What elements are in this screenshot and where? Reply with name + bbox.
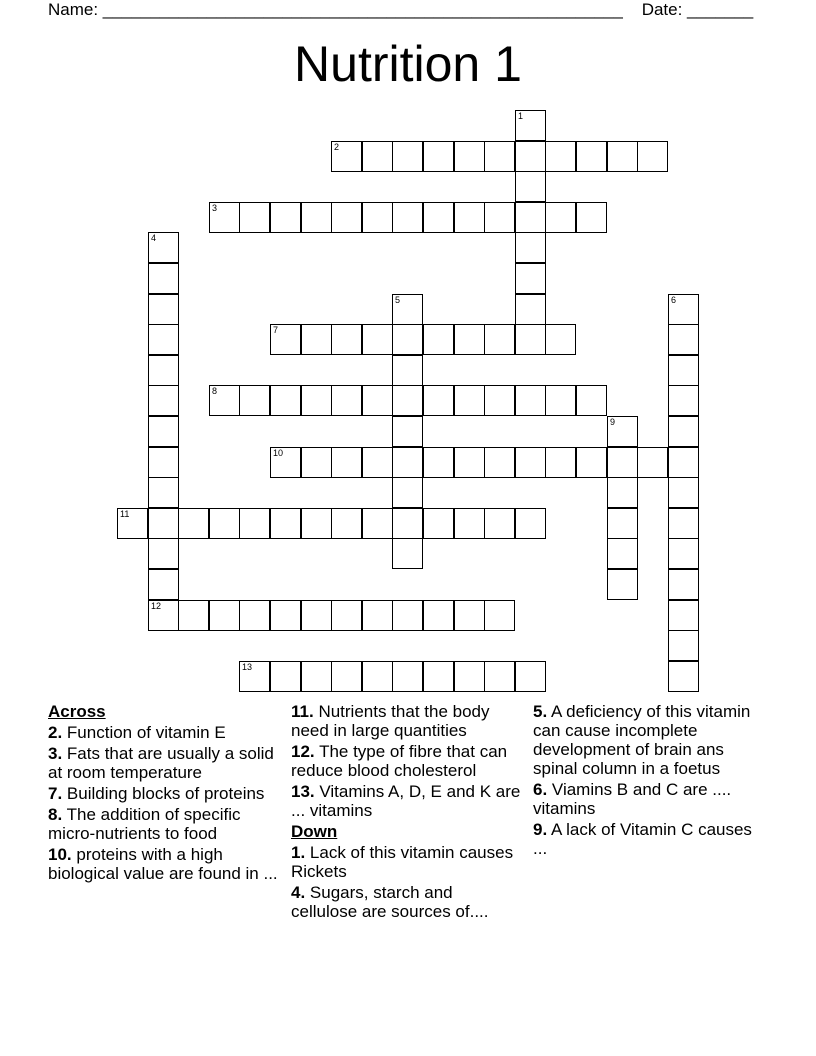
grid-cell[interactable] [331,661,362,692]
grid-cell[interactable] [515,385,546,416]
grid-cell[interactable] [607,508,638,539]
grid-cell[interactable] [545,385,576,416]
grid-cell[interactable] [668,385,699,416]
grid-cell[interactable] [576,447,607,478]
clue-across-7: 7. Building blocks of proteins [48,784,265,803]
grid-cell[interactable] [484,202,515,233]
clue-number: 6 [671,295,677,305]
clue-across-2: 2. Function of vitamin E [48,723,226,742]
down-heading: Down [291,822,338,841]
grid-cell[interactable] [607,538,638,569]
grid-cell[interactable] [423,600,454,631]
grid-cell[interactable] [515,324,546,355]
grid-cell[interactable] [668,324,699,355]
grid-cell[interactable] [607,447,638,478]
grid-cell[interactable] [454,600,485,631]
grid-cell[interactable] [423,447,454,478]
grid-cell[interactable] [392,538,423,569]
grid-cell[interactable] [515,447,546,478]
clue-number: 1 [518,111,524,121]
clue-number: 12 [151,601,162,611]
grid-cell[interactable] [423,661,454,692]
grid-cell[interactable] [484,141,515,172]
grid-cell[interactable] [148,232,179,263]
grid-cell[interactable] [423,202,454,233]
grid-cell[interactable] [209,385,240,416]
grid-cell[interactable] [301,661,332,692]
clue-down-6: 6. Viamins B and C are .... vitamins [533,780,732,818]
clue-across-12: 12. The type of fibre that can reduce blood cholesterol [291,742,508,780]
grid-cell[interactable] [301,508,332,539]
grid-cell[interactable] [209,508,240,539]
grid-cell[interactable] [148,538,179,569]
grid-cell[interactable] [423,324,454,355]
grid-cell[interactable] [515,263,546,294]
clue-number: 3 [212,203,218,213]
grid-cell[interactable] [454,661,485,692]
page-title: Nutrition 1 [294,36,522,92]
grid-cell[interactable] [576,141,607,172]
grid-cell[interactable] [148,324,179,355]
grid-cell[interactable] [301,385,332,416]
grid-cell[interactable] [270,661,301,692]
grid-cell[interactable] [392,202,423,233]
grid-cell[interactable] [607,569,638,600]
grid-cell[interactable] [239,661,270,692]
grid-cell[interactable] [607,477,638,508]
clue-number: 10 [273,448,284,458]
grid-cell[interactable] [270,508,301,539]
grid-cell[interactable] [148,385,179,416]
grid-cell[interactable] [392,294,423,325]
grid-cell[interactable] [117,508,148,539]
clue-column-2 [291,702,523,923]
clue-down-4: 4. Sugars, starch and cellulose are sources of.... [291,883,489,921]
grid-cell[interactable] [209,202,240,233]
grid-cell[interactable] [148,447,179,478]
grid-cell[interactable] [362,141,393,172]
grid-cell[interactable] [515,141,546,172]
grid-cell[interactable] [239,202,270,233]
clue-number: 11 [120,509,130,519]
grid-cell[interactable] [668,294,699,325]
clue-number: 4 [151,233,157,243]
clue-down-9: 9. A lack of Vitamin C causes ... [533,820,752,858]
grid-cell[interactable] [545,324,576,355]
grid-cell[interactable] [392,508,423,539]
grid-cell[interactable] [637,141,668,172]
grid-cell[interactable] [331,600,362,631]
clue-across-13: 13. Vitamins A, D, E and K are ... vitamins [291,782,521,820]
grid-cell[interactable] [301,324,332,355]
clue-across-3: 3. Fats that are usually a solid at room temperature [48,744,274,782]
grid-cell[interactable] [392,416,423,447]
grid-cell[interactable] [362,661,393,692]
grid-cell[interactable] [668,569,699,600]
clue-number: 7 [273,325,279,335]
grid-cell[interactable] [576,202,607,233]
grid-cell[interactable] [484,508,515,539]
across-heading: Across [48,702,106,721]
clue-number: 13 [242,662,253,672]
clue-across-8: 8. The addition of specific micro-nutrients to food [48,805,241,843]
grid-cell[interactable] [148,263,179,294]
grid-cell[interactable] [270,324,301,355]
grid-cell[interactable] [484,385,515,416]
grid-cell[interactable] [454,385,485,416]
clue-number: 5 [395,295,401,305]
grid-cell[interactable] [392,477,423,508]
grid-cell[interactable] [270,447,301,478]
grid-cell[interactable] [392,141,423,172]
grid-cell[interactable] [392,355,423,386]
grid-cell[interactable] [301,202,332,233]
grid-cell[interactable] [607,416,638,447]
grid-cell[interactable] [454,508,485,539]
grid-cell[interactable] [331,202,362,233]
grid-cell[interactable] [515,202,546,233]
clue-down-1: 1. Lack of this vitamin causes Rickets [291,843,514,881]
grid-cell[interactable] [270,600,301,631]
grid-cell[interactable] [423,141,454,172]
grid-cell[interactable] [484,661,515,692]
grid-cell[interactable] [148,416,179,447]
grid-cell[interactable] [454,202,485,233]
grid-cell[interactable] [668,477,699,508]
clue-column-3 [533,702,765,860]
grid-cell[interactable] [515,294,546,325]
grid-cell[interactable] [148,569,179,600]
grid-cell[interactable] [239,385,270,416]
grid-cell[interactable] [454,324,485,355]
grid-cell[interactable] [454,447,485,478]
grid-cell[interactable] [148,294,179,325]
grid-cell[interactable] [362,202,393,233]
clue-column-1 [48,702,280,885]
grid-cell[interactable] [668,355,699,386]
name-date-line: Name: _______________________________________________________ Date: _______ [48,0,754,19]
clue-across-10: 10. proteins with a high biological value are found in ... [48,845,278,883]
grid-cell[interactable] [668,416,699,447]
grid-cell[interactable] [362,447,393,478]
grid-cell[interactable] [545,447,576,478]
grid-cell[interactable] [148,477,179,508]
grid-cell[interactable] [423,508,454,539]
clue-number: 9 [610,417,616,427]
grid-cell[interactable] [239,600,270,631]
grid-cell[interactable] [178,508,209,539]
grid-cell[interactable] [148,355,179,386]
grid-cell[interactable] [484,600,515,631]
grid-cell[interactable] [270,202,301,233]
grid-cell[interactable] [331,508,362,539]
grid-cell[interactable] [515,110,546,141]
grid-cell[interactable] [331,447,362,478]
grid-cell[interactable] [668,538,699,569]
grid-cell[interactable] [362,324,393,355]
grid-cell[interactable] [545,141,576,172]
grid-cell[interactable] [668,661,699,692]
grid-cell[interactable] [392,447,423,478]
grid-cell[interactable] [392,661,423,692]
grid-cell[interactable] [484,324,515,355]
grid-cell[interactable] [362,385,393,416]
clue-across-11: 11. Nutrients that the body need in large quantities [291,702,490,740]
grid-cell[interactable] [454,141,485,172]
grid-cell[interactable] [668,447,699,478]
grid-cell[interactable] [301,447,332,478]
grid-cell[interactable] [239,508,270,539]
grid-cell[interactable] [331,385,362,416]
grid-cell[interactable] [331,324,362,355]
grid-cell[interactable] [576,385,607,416]
grid-cell[interactable] [607,141,638,172]
grid-cell[interactable] [423,385,454,416]
clue-number: 2 [334,142,340,152]
grid-cell[interactable] [515,232,546,263]
clue-down-5: 5. A deficiency of this vitamin can cause incomplete development of brain ans spinal column in a foetus [533,702,751,778]
grid-cell[interactable] [668,508,699,539]
grid-cell[interactable] [515,661,546,692]
grid-cell[interactable] [148,600,179,631]
grid-cell[interactable] [545,202,576,233]
grid-cell[interactable] [392,600,423,631]
grid-cell[interactable] [392,324,423,355]
grid-cell[interactable] [392,385,423,416]
grid-cell[interactable] [515,508,546,539]
grid-cell[interactable] [637,447,668,478]
grid-cell[interactable] [484,447,515,478]
grid-cell[interactable] [515,171,546,202]
grid-cell[interactable] [331,141,362,172]
grid-cell[interactable] [668,630,699,661]
grid-cell[interactable] [668,600,699,631]
grid-cell[interactable] [301,600,332,631]
grid-cell[interactable] [362,600,393,631]
clue-number: 8 [212,386,218,396]
grid-cell[interactable] [362,508,393,539]
grid-cell[interactable] [178,600,209,631]
grid-cell[interactable] [209,600,240,631]
grid-cell[interactable] [148,508,179,539]
grid-cell[interactable] [270,385,301,416]
